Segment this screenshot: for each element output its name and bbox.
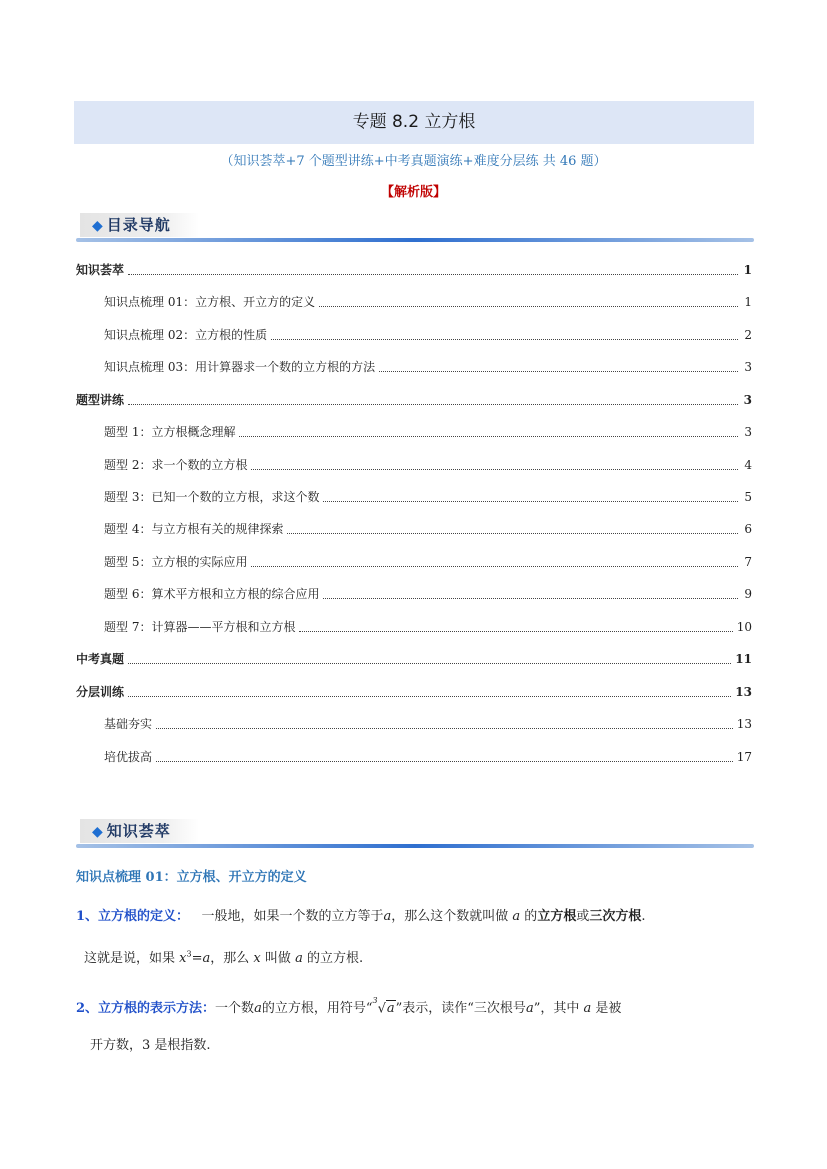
toc-entry-page: 11 [735,652,752,666]
dot-leader [323,588,738,599]
dot-leader [156,751,733,762]
dot-leader [251,556,738,567]
math-var: x [253,951,261,966]
definition-2 [76,997,621,1016]
math-exponent: 3 [186,949,192,959]
dot-leader [251,459,738,470]
toc-entry[interactable] [104,423,752,441]
math-var: a [512,909,521,924]
toc-entry-page: 10 [736,620,752,634]
toc-entry-text: 题型 2：求一个数的立方根 [104,458,248,472]
toc-entry-text: 中考真题 [76,652,125,666]
dot-leader [128,264,738,275]
toc-entry-page: 13 [736,717,752,731]
section-divider [76,238,754,242]
text-run: 的立方根. [306,951,364,966]
math-var: a [295,951,303,966]
knowledge-heading: 知识荟萃 [106,822,171,840]
toc-entry[interactable] [104,553,752,571]
dot-leader [271,329,738,340]
math-var: a [254,1001,262,1016]
text-run: 这就是说，如果 [84,951,176,966]
dot-leader [379,361,738,372]
text-run: 一般地，如果一个数的立方等于 [201,909,384,924]
cube-root-symbol: $^3$√a [372,995,395,1016]
text-run: 或 [576,909,590,924]
toc-heading: 目录导航 [106,216,171,234]
knowledge-section-tab [80,819,199,843]
toc-entry[interactable] [76,683,752,701]
dot-leader [128,686,731,697]
dot-leader [156,718,733,729]
dot-leader [319,296,738,307]
toc-entry-text: 分层训练 [76,685,125,699]
toc-entry-page: 1 [744,295,752,309]
toc-entry-page: 3 [743,393,752,407]
math-var: a [525,1001,534,1016]
math-var: x [179,951,187,966]
toc-entry[interactable] [76,261,752,279]
toc-entry[interactable] [76,391,752,409]
knowledge-section-header [76,818,754,852]
toc-entry[interactable] [104,326,752,344]
term-cube-root: 立方根 [537,909,577,924]
toc-entry-text: 知识荟萃 [76,263,125,277]
dot-leader [128,394,738,405]
toc-entry-text: 知识点梳理 03：用计算器求一个数的立方根的方法 [104,360,376,374]
text-run: 是被 [595,1001,622,1016]
toc-entry[interactable] [104,618,752,636]
toc-entry-text: 题型 1：立方根概念理解 [104,425,236,439]
diamond-icon: ◆ [92,824,104,840]
text-run: 叫做 [264,951,291,966]
text-run: ”表示，读作“三次根号 [395,1001,526,1016]
toc-entry-text: 题型 3：已知一个数的立方根，求这个数 [104,490,320,504]
text-run: 一个数 [215,1001,255,1016]
toc-entry-page: 5 [744,490,752,504]
toc-entry[interactable] [104,358,752,376]
toc-entry[interactable] [104,488,752,506]
text-run: ”，其中 [533,1001,580,1016]
definition-1-label: 1、立方根的定义： [76,909,190,924]
toc-entry[interactable] [104,520,752,538]
toc-section-header [76,212,754,246]
section-divider [76,844,754,848]
definition-1 [76,905,646,924]
toc-entry-page: 9 [744,587,752,601]
toc-entry-page: 6 [744,522,752,536]
toc-entry-text: 培优拔高 [104,750,153,764]
toc-entry[interactable] [104,293,752,311]
document-title: 专题 8.2 立方根 [74,101,754,144]
toc-entry-page: 17 [736,750,752,764]
radicand: a [386,1001,395,1016]
edition-label: 【解析版】 [380,185,446,200]
text-run: ，那么这个数就叫做 [391,909,509,924]
toc-entry-text: 题型 6：算术平方根和立方根的综合应用 [104,587,320,601]
toc-entry-page: 3 [744,425,752,439]
text-run: 的 [524,909,538,924]
toc-entry[interactable] [76,650,752,668]
text-run: ，那么 [210,951,250,966]
dot-leader [239,426,738,437]
toc-entry-page: 7 [744,555,752,569]
dot-leader [128,653,731,664]
toc-entry-text: 题型讲练 [76,393,125,407]
definition-2-line-2: 开方数，3 是根指数. [90,1038,211,1053]
text-run: 的立方根，用符号“ [261,1001,373,1016]
definition-1-line-2 [84,947,363,966]
toc-entry-page: 2 [744,328,752,342]
diamond-icon: ◆ [92,218,104,234]
toc-entry-text: 题型 7：计算器——平方根和立方根 [104,620,296,634]
toc-entry[interactable] [104,715,752,733]
math-var: a [383,909,392,924]
toc-entry-page: 13 [735,685,752,699]
toc-entry[interactable] [104,748,752,766]
definition-2-label: 2、立方根的表示方法： [76,1001,216,1016]
knowledge-point-title: 知识点梳理 01：立方根、开立方的定义 [76,870,307,885]
toc-entry-text: 知识点梳理 01：立方根、开立方的定义 [104,295,316,309]
toc-entry-text: 知识点梳理 02：立方根的性质 [104,328,268,342]
toc-entry-text: 基础夯实 [104,717,153,731]
toc-entry-page: 4 [744,458,752,472]
toc-section-tab [80,213,199,237]
dot-leader [299,621,732,632]
document-subtitle: （知识荟萃+7 个题型讲练+中考真题演练+难度分层练 共 46 题） [220,154,607,169]
math-var: a [583,1001,592,1016]
dot-leader [323,491,738,502]
text-run: = [191,951,203,966]
dot-leader [287,523,738,534]
root-index: 3 [372,995,378,1005]
toc-entry-text: 题型 5：立方根的实际应用 [104,555,248,569]
term-third-root: 三次方根 [589,909,642,924]
toc-entry-page: 3 [744,360,752,374]
toc-entry[interactable] [104,456,752,474]
toc-entry-text: 题型 4：与立方根有关的规律探索 [104,522,284,536]
math-var: a [202,951,211,966]
toc-entry[interactable] [104,585,752,603]
text-run: . [641,909,646,924]
toc-entry-page: 1 [743,263,752,277]
